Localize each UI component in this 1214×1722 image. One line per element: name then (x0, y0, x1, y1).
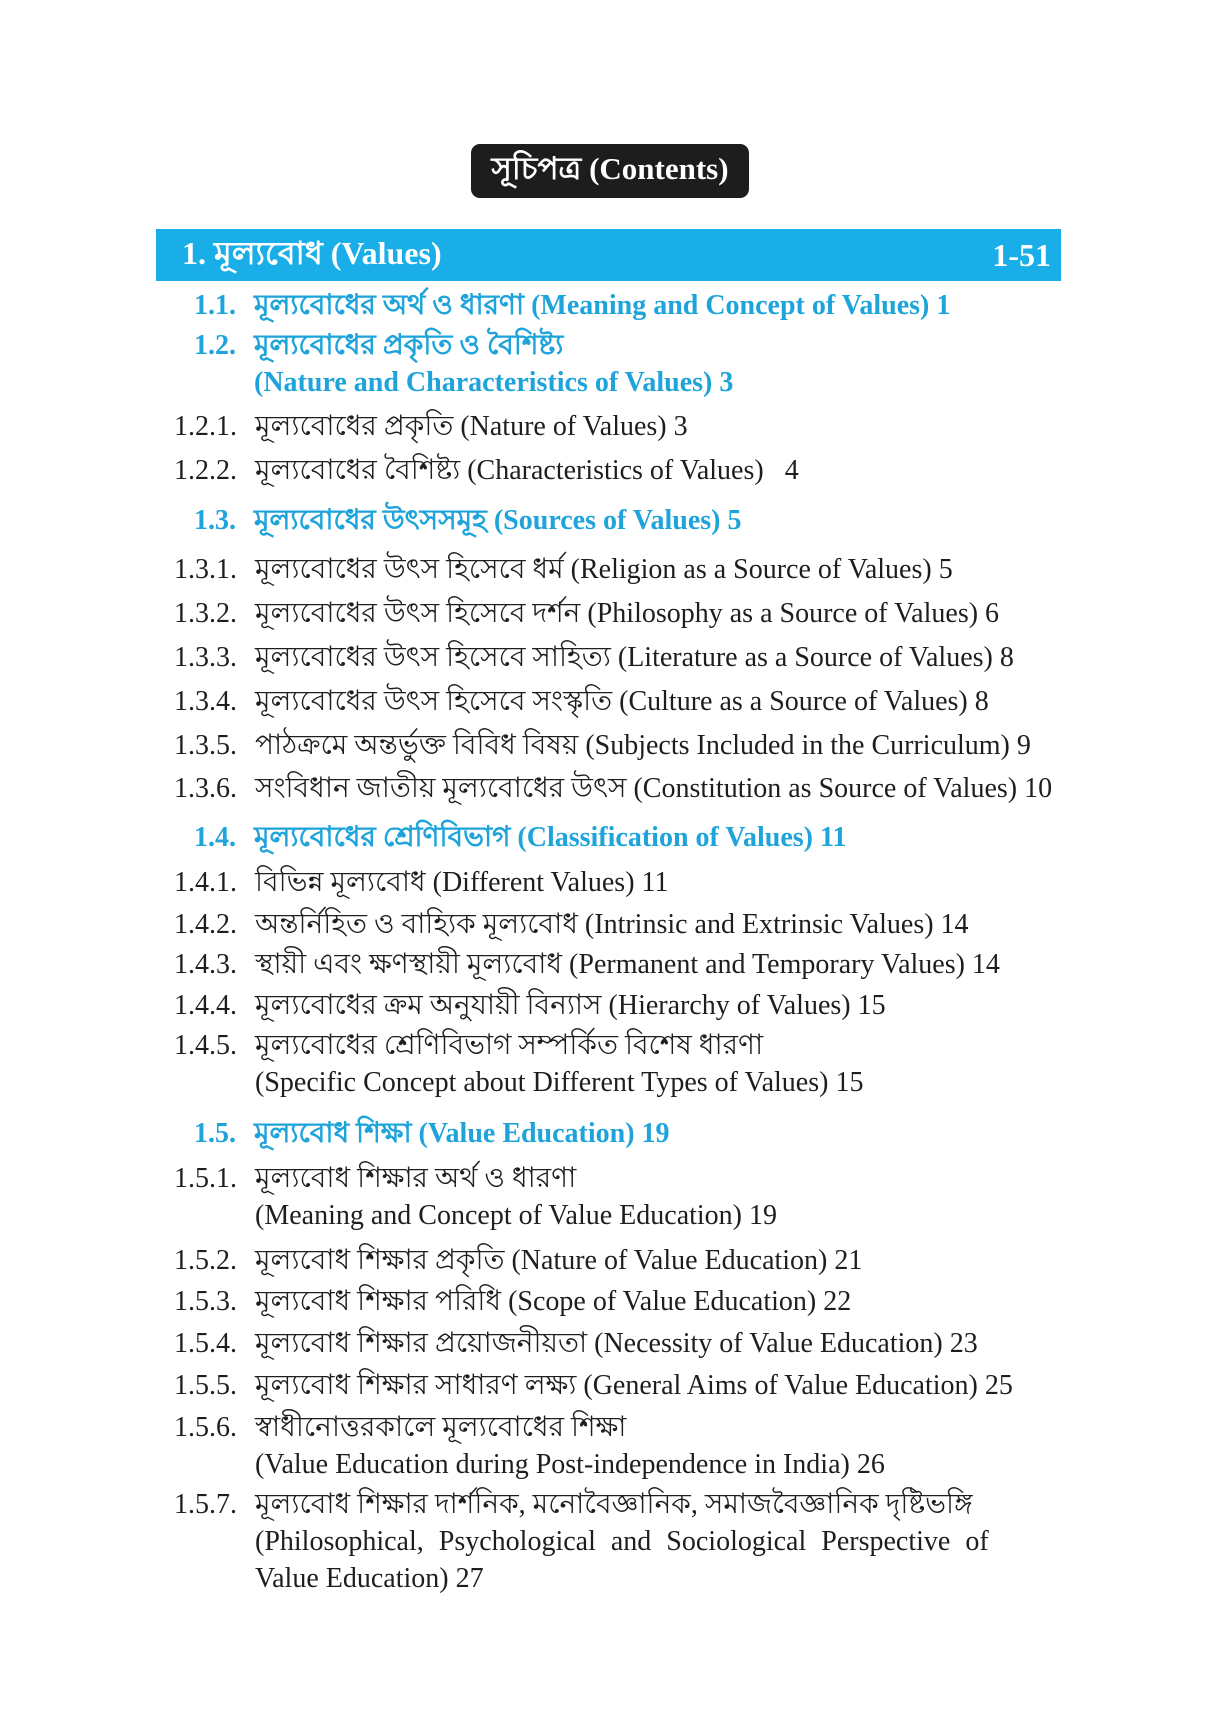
entry-number: 1.5.1. (174, 1163, 237, 1194)
entry-title-line: Value Education) 27 (255, 1563, 484, 1594)
entry-title: বিভিন্ন মূল্যবোধ (Different Values) 11 (255, 867, 669, 898)
entry-title: মূল্যবোধের অর্থ ও ধারণা (Meaning and Concept of Values) 1 (254, 290, 951, 321)
entry-number: 1.3.3. (174, 642, 237, 673)
toc-entry-1-5 (194, 1115, 670, 1152)
entry-title: মূল্যবোধের শ্রেণিবিভাগ (Classification of Values) 11 (254, 822, 847, 853)
entry-title: স্থায়ী এবং ক্ষণস্থায়ী মূল্যবোধ (Permanent and Temporary Values) 14 (255, 949, 1000, 980)
entry-number: 1.2. (194, 330, 236, 361)
entry-title: মূল্যবোধের প্রকৃতি (Nature of Values) 3 (255, 411, 688, 442)
entry-title-line: (Meaning and Concept of Value Education) 19 (255, 1200, 778, 1231)
toc-entry-1-1 (194, 287, 950, 324)
page-title: সূচিপত্র (Contents) (471, 144, 749, 198)
entry-title-line: (Value Education during Post-independence in India) 26 (255, 1449, 885, 1480)
entry-number: 1.2.2. (174, 455, 237, 486)
entry-number: 1.4.2. (174, 909, 237, 940)
entry-title (255, 1409, 885, 1483)
toc-entry-1-3-1 (174, 551, 953, 588)
toc-entry-1-5-2 (174, 1242, 862, 1279)
entry-number: 1.3. (194, 505, 236, 536)
entry-number: 1.1. (194, 290, 236, 321)
entry-title-line: (Philosophical, Psychological and Sociological Perspective of (255, 1526, 989, 1557)
entry-number: 1.4. (194, 822, 236, 853)
entry-number: 1.3.4. (174, 686, 237, 717)
entry-title: অন্তর্নিহিত ও বাহ্যিক মূল্যবোধ (Intrinsic and Extrinsic Values) 14 (255, 909, 969, 940)
entry-title: মূল্যবোধ শিক্ষার প্রকৃতি (Nature of Value Education) 21 (255, 1245, 863, 1276)
entry-number: 1.5.5. (174, 1370, 237, 1401)
entry-title-line: স্বাধীনোত্তরকালে মূল্যবোধের শিক্ষা (255, 1412, 627, 1443)
toc-entry-1-5-7 (174, 1486, 989, 1597)
entry-title: মূল্যবোধ শিক্ষা (Value Education) 19 (254, 1118, 670, 1149)
entry-number: 1.2.1. (174, 411, 237, 442)
entry-number: 1.4.1. (174, 867, 237, 898)
toc-entry-1-3-2 (174, 595, 999, 632)
entry-number: 1.4.5. (174, 1030, 237, 1061)
entry-title-line: মূল্যবোধের শ্রেণিবিভাগ সম্পর্কিত বিশেষ ধারণা (255, 1030, 764, 1061)
entry-title (255, 1160, 777, 1234)
entry-number: 1.5. (194, 1118, 236, 1149)
entry-title: মূল্যবোধের উৎস হিসেবে সংস্কৃতি (Culture as a Source of Values) 8 (255, 686, 989, 717)
entry-number: 1.3.1. (174, 554, 237, 585)
entry-title: মূল্যবোধের উৎসসমূহ (Sources of Values) 5 (254, 505, 742, 536)
toc-entry-1-5-4 (174, 1325, 978, 1362)
entry-title: মূল্যবোধের উৎস হিসেবে সাহিত্য (Literature as a Source of Values) 8 (255, 642, 1014, 673)
toc-entry-1-5-3 (174, 1283, 851, 1320)
entry-title-line: (Nature and Characteristics of Values) 3 (254, 367, 734, 398)
entry-title: মূল্যবোধের ক্রম অনুযায়ী বিন্যাস (Hierarchy of Values) 15 (255, 990, 886, 1021)
entry-number: 1.5.2. (174, 1245, 237, 1276)
entry-number: 1.3.5. (174, 730, 237, 761)
entry-title-line: মূল্যবোধ শিক্ষার দার্শনিক, মনোবৈজ্ঞানিক, সমাজবৈজ্ঞানিক দৃষ্টিভঙ্গি (255, 1489, 973, 1520)
entry-number: 1.4.4. (174, 990, 237, 1021)
entry-title: পাঠক্রমে অন্তর্ভুক্ত বিবিধ বিষয় (Subjects Included in the Curriculum) 9 (255, 730, 1031, 761)
entry-number: 1.3.6. (174, 773, 237, 804)
toc-entry-1-3 (194, 502, 741, 539)
entry-number: 1.5.6. (174, 1412, 237, 1443)
toc-entry-1-4-3 (174, 946, 1000, 983)
toc-entry-1-3-6 (174, 770, 1052, 807)
toc-entry-1-4-1 (174, 864, 668, 901)
chapter-header (156, 229, 1061, 281)
entry-number: 1.5.3. (174, 1286, 237, 1317)
toc-entry-1-4 (194, 819, 846, 856)
toc-entry-1-4-5 (174, 1027, 863, 1101)
entry-number: 1.4.3. (174, 949, 237, 980)
entry-title-line: মূল্যবোধ শিক্ষার অর্থ ও ধারণা (255, 1163, 577, 1194)
entry-title: মূল্যবোধ শিক্ষার প্রয়োজনীয়তা (Necessity of Value Education) 23 (255, 1328, 978, 1359)
entry-title: মূল্যবোধের উৎস হিসেবে দর্শন (Philosophy as a Source of Values) 6 (255, 598, 1000, 629)
toc-entry-1-4-4 (174, 987, 886, 1024)
entry-number: 1.5.7. (174, 1489, 237, 1520)
chapter-pages: 1-51 (992, 236, 1051, 273)
entry-title: মূল্যবোধের উৎস হিসেবে ধর্ম (Religion as a Source of Values) 5 (255, 554, 953, 585)
toc-entry-1-2-1 (174, 408, 688, 445)
entry-title (255, 1027, 863, 1101)
entry-title (254, 327, 733, 401)
toc-entry-1-3-5 (174, 727, 1031, 764)
toc-entry-1-2 (194, 327, 733, 401)
chapter-label: 1. মূল্যবোধ (Values) (182, 235, 442, 271)
entry-title-line: মূল্যবোধের প্রকৃতি ও বৈশিষ্ট্য (254, 330, 564, 361)
toc-entry-1-5-1 (174, 1160, 777, 1234)
entry-title: মূল্যবোধ শিক্ষার পরিধি (Scope of Value Education) 22 (255, 1286, 852, 1317)
entry-title: মূল্যবোধের বৈশিষ্ট্য (Characteristics of Values) 4 (255, 455, 799, 486)
entry-title: মূল্যবোধ শিক্ষার সাধারণ লক্ষ্য (General Aims of Value Education) 25 (255, 1370, 1013, 1401)
toc-entry-1-3-4 (174, 683, 989, 720)
entry-number: 1.5.4. (174, 1328, 237, 1359)
entry-title: সংবিধান জাতীয় মূল্যবোধের উৎস (Constitution as Source of Values) 10 (255, 773, 1053, 804)
entry-title (255, 1486, 989, 1597)
entry-title-line: (Specific Concept about Different Types of Values) 15 (255, 1067, 864, 1098)
entry-number: 1.3.2. (174, 598, 237, 629)
toc-entry-1-5-6 (174, 1409, 885, 1483)
toc-entry-1-5-5 (174, 1367, 1013, 1404)
toc-entry-1-4-2 (174, 906, 969, 943)
toc-entry-1-2-2 (174, 452, 799, 489)
toc-entry-1-3-3 (174, 639, 1014, 676)
